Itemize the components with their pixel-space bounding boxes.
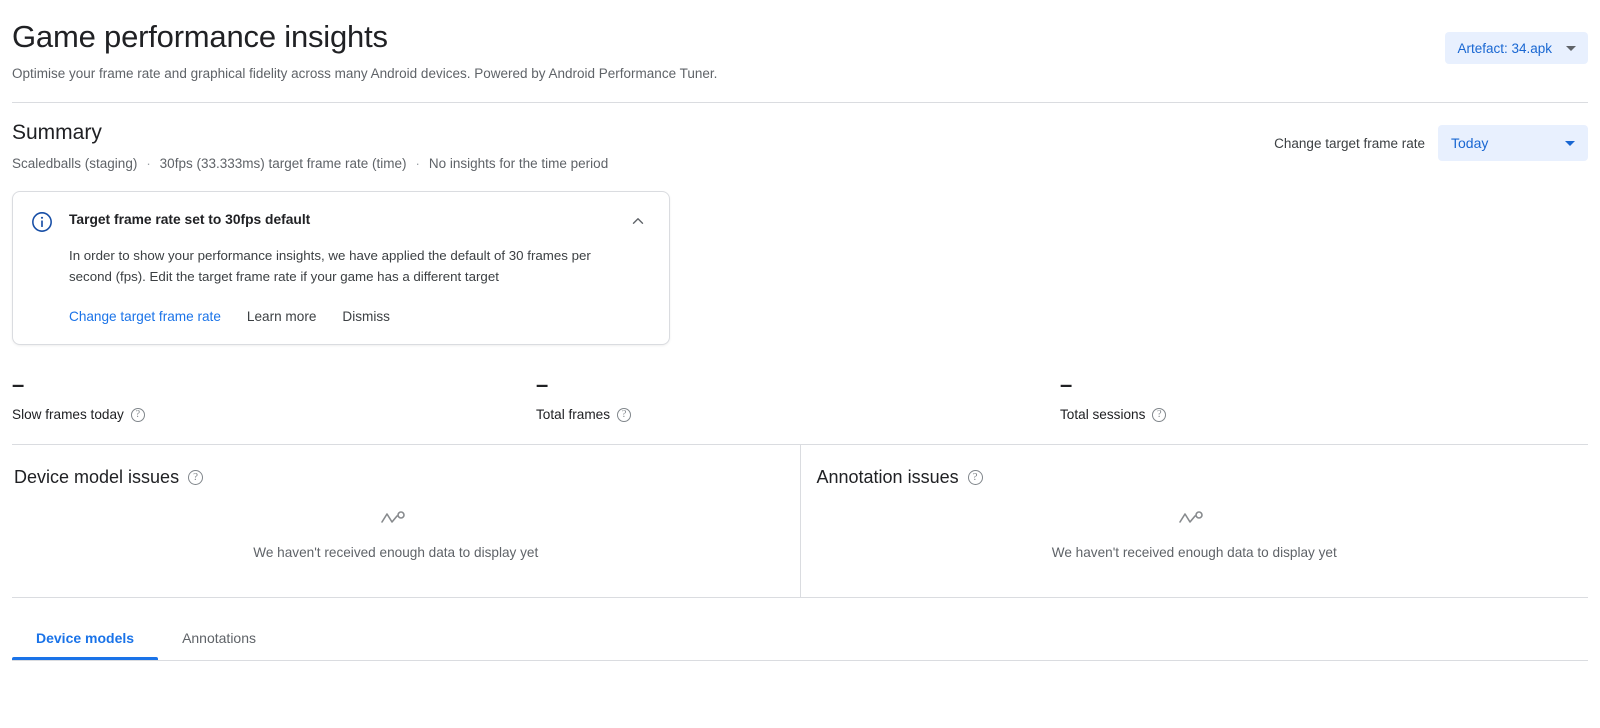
info-banner-body: In order to show your performance insights, we have applied the default of 30 frames per second (fps). Edit the target frame rate if your game has a different target bbox=[69, 248, 591, 284]
meta-separator-dot: · bbox=[146, 156, 151, 171]
header-text-block bbox=[12, 18, 717, 84]
panel-empty-text: We haven't received enough data to display yet bbox=[253, 545, 539, 560]
stat-label-text: Slow frames today bbox=[12, 407, 124, 422]
panel-title-text: Device model issues bbox=[14, 467, 180, 487]
help-icon[interactable]: ? bbox=[131, 408, 145, 422]
chevron-up-icon bbox=[629, 212, 647, 230]
tabs-underline bbox=[12, 660, 1588, 661]
info-banner-title: Target frame rate set to 30fps default bbox=[69, 212, 311, 227]
info-icon bbox=[31, 211, 53, 233]
stat-total-frames bbox=[536, 373, 1060, 422]
panel-annotation-issues bbox=[800, 445, 1589, 597]
artefact-selector[interactable] bbox=[1445, 32, 1588, 64]
help-icon[interactable]: ? bbox=[617, 408, 631, 422]
summary-meta-framerate: 30fps (33.333ms) target frame rate (time) bbox=[159, 156, 407, 171]
page-subtitle: Optimise your frame rate and graphical fidelity across many Android devices. Powered by Android Performance Tuner. bbox=[12, 66, 718, 81]
stat-total-sessions bbox=[1060, 373, 1584, 422]
panel-title bbox=[12, 467, 800, 488]
issue-panels bbox=[12, 445, 1588, 597]
stat-value: – bbox=[536, 372, 549, 397]
tab-label: Device models bbox=[36, 630, 135, 646]
help-icon[interactable]: ? bbox=[188, 470, 203, 485]
chevron-down-icon bbox=[1565, 141, 1575, 146]
summary-stats bbox=[12, 373, 1588, 422]
summary-text-block bbox=[12, 119, 608, 171]
summary-meta bbox=[12, 156, 608, 171]
meta-separator-dot: · bbox=[415, 156, 420, 171]
summary-controls bbox=[1274, 125, 1588, 161]
artefact-selector-label: Artefact: 34.apk bbox=[1457, 40, 1552, 56]
no-data-icon bbox=[381, 510, 411, 528]
info-banner-card bbox=[12, 191, 670, 345]
stat-label bbox=[536, 407, 1060, 422]
tab-device-models[interactable] bbox=[12, 630, 158, 660]
stat-label-text: Total sessions bbox=[1060, 407, 1146, 422]
stat-label bbox=[1060, 407, 1584, 422]
chevron-down-icon bbox=[1566, 46, 1576, 51]
stat-value: – bbox=[1060, 372, 1073, 397]
stat-label bbox=[12, 407, 536, 422]
change-target-frame-rate-link[interactable]: Change target frame rate bbox=[1274, 135, 1425, 151]
stat-slow-frames-today bbox=[12, 373, 536, 422]
summary-section-header bbox=[12, 103, 1588, 171]
panel-empty-state bbox=[801, 510, 1589, 560]
info-banner-header bbox=[31, 210, 649, 233]
tab-label: Annotations bbox=[182, 630, 257, 646]
help-icon[interactable]: ? bbox=[1152, 408, 1166, 422]
help-icon[interactable]: ? bbox=[968, 470, 983, 485]
stat-value: – bbox=[12, 372, 25, 397]
panel-empty-text: We haven't received enough data to display yet bbox=[1051, 545, 1337, 560]
page-title: Game performance insights bbox=[12, 19, 388, 54]
summary-meta-app: Scaledballs (staging) bbox=[12, 156, 138, 171]
date-range-select[interactable] bbox=[1438, 125, 1588, 161]
summary-title: Summary bbox=[12, 121, 102, 144]
collapse-button[interactable] bbox=[627, 210, 649, 232]
stat-label-text: Total frames bbox=[536, 407, 611, 422]
panel-device-model-issues bbox=[12, 445, 800, 597]
learn-more-button[interactable]: Learn more bbox=[246, 309, 317, 324]
panel-title bbox=[801, 467, 1589, 488]
page-header bbox=[12, 0, 1588, 84]
tab-annotations[interactable] bbox=[158, 630, 280, 660]
info-banner-actions bbox=[69, 309, 649, 324]
panel-title-text: Annotation issues bbox=[816, 467, 959, 487]
dismiss-button[interactable]: Dismiss bbox=[342, 309, 390, 324]
no-data-icon bbox=[1179, 510, 1209, 528]
change-target-frame-rate-button[interactable]: Change target frame rate bbox=[69, 309, 221, 324]
panel-empty-state bbox=[12, 510, 800, 560]
content-tabs bbox=[12, 598, 1588, 660]
date-range-select-value: Today bbox=[1451, 135, 1489, 151]
summary-meta-insights: No insights for the time period bbox=[428, 156, 609, 171]
